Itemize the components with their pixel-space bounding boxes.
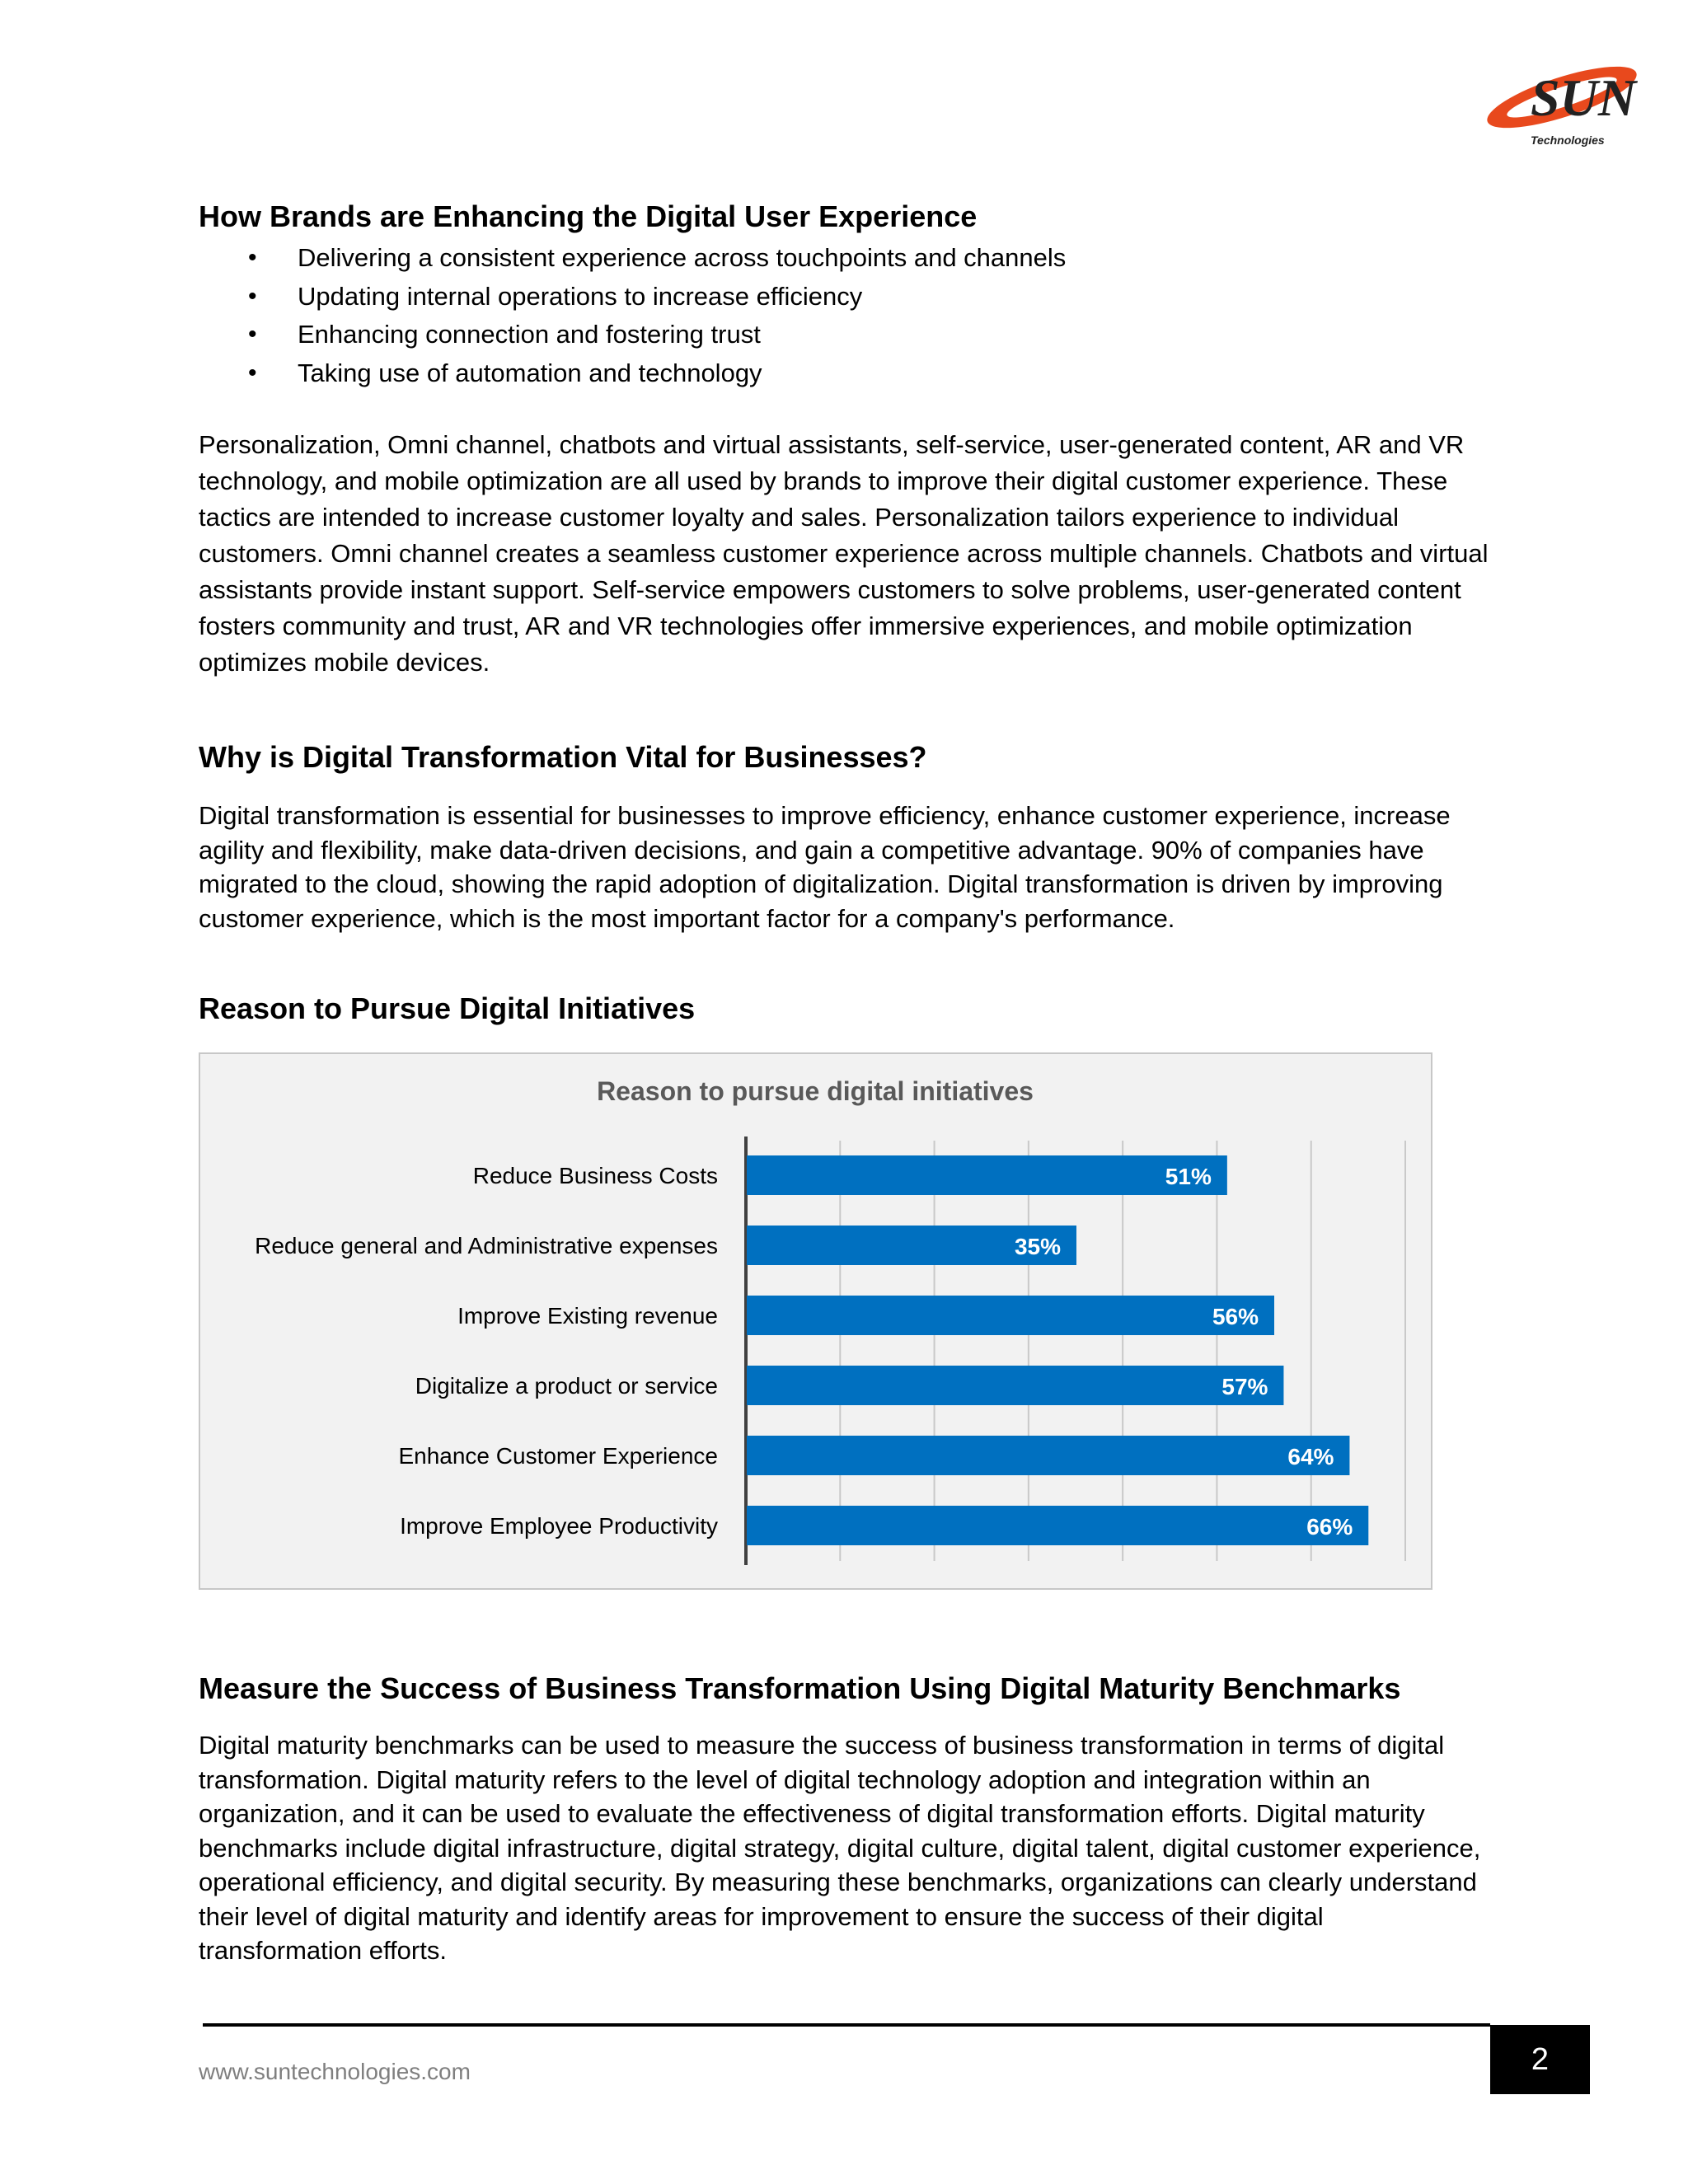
category-label: Digitalize a product or service [415,1373,718,1399]
data-label: 64% [1287,1444,1334,1469]
category-label: Enhance Customer Experience [398,1443,718,1469]
data-label: 35% [1014,1234,1061,1259]
category-label: Improve Employee Productivity [400,1513,718,1539]
list-item: • Taking use of automation and technology [199,354,1066,393]
footer-url: www.suntechnologies.com [199,2059,471,2084]
chart-title: Reason to pursue digital initiatives [597,1076,1034,1106]
paragraph-measure: Digital maturity benchmarks can be used to measure the success of business transformation in terms of digital transformation. Digital maturity refers to the level of digital technology adoption and integration within an organization, and it can be used to evaluate the effectiveness of digital transformation efforts. Digital maturity benchmarks include digital infrastructure, digital strategy, digital culture, digital talent, digital customer experience, operational efficiency, and digital security. By measuring these benchmarks, organizations can clearly understand their level of digital maturity and identify areas for improvement to ensure the success of their digital transformation efforts. [199,1731,1481,1965]
section-heading-measure: Measure the Success of Business Transformation Using Digital Maturity Benchmarks [199,1671,1401,1705]
list-item: • Enhancing connection and fostering trust [199,316,1066,354]
chart-bar [747,1366,1283,1405]
data-label: 66% [1306,1514,1353,1540]
logo-initials: SUN [1531,68,1637,127]
category-label: Reduce general and Administrative expenses [255,1233,718,1258]
section-heading-reason: Reason to Pursue Digital Initiatives [199,991,696,1025]
category-label: Improve Existing revenue [457,1303,718,1329]
brand-bullet-list [199,239,1066,392]
list-item: • Delivering a consistent experience across touchpoints and channels [199,239,1066,278]
footer-divider [203,2023,1490,2027]
data-label: 56% [1212,1304,1259,1329]
section-heading-brands: How Brands are Enhancing the Digital User Experience [199,199,978,233]
bar-chart [200,1054,1431,1588]
chart-bar [747,1506,1368,1545]
company-logo [1479,58,1653,152]
data-label: 51% [1165,1164,1212,1189]
paragraph-why: Digital transformation is essential for businesses to improve efficiency, enhance customer experience, increase agility and flexibility, make data-driven decisions, and gain a competitive advantage. 90% of companies have migrated to the cloud, showing the rapid adoption of digitalization. Digital transformation is driven by improving customer experience, which is the most important factor for a company's performance. [199,801,1451,933]
section-heading-why: Why is Digital Transformation Vital for Businesses? [199,740,927,774]
paragraph-personalization: Personalization, Omni channel, chatbots and virtual assistants, self-service, user-generated content, AR and VR technology, and mobile optimization are all used by brands to improve their digital customer experience. These tactics are intended to increase customer loyalty and sales. Personalization tailors experience to individual customers. Omni channel creates a seamless customer experience across multiple channels. Chatbots and virtual assistants provide instant support. Self-service empowers customers to solve problems, user-generated content fosters community and trust, AR and VR technologies offer immersive experiences, and mobile optimization optimizes mobile devices. [199,430,1489,677]
list-item: • Updating internal operations to increase efficiency [199,278,1066,316]
logo-swoosh-icon [1479,58,1653,136]
category-label: Reduce Business Costs [472,1163,718,1188]
chart-container [199,1052,1432,1590]
page-number: 2 [1490,2025,1590,2094]
chart-bar [747,1436,1349,1475]
chart-bar [747,1155,1227,1195]
data-label: 57% [1221,1374,1268,1399]
chart-bar [747,1296,1274,1335]
logo-text: Technologies [1531,134,1605,147]
